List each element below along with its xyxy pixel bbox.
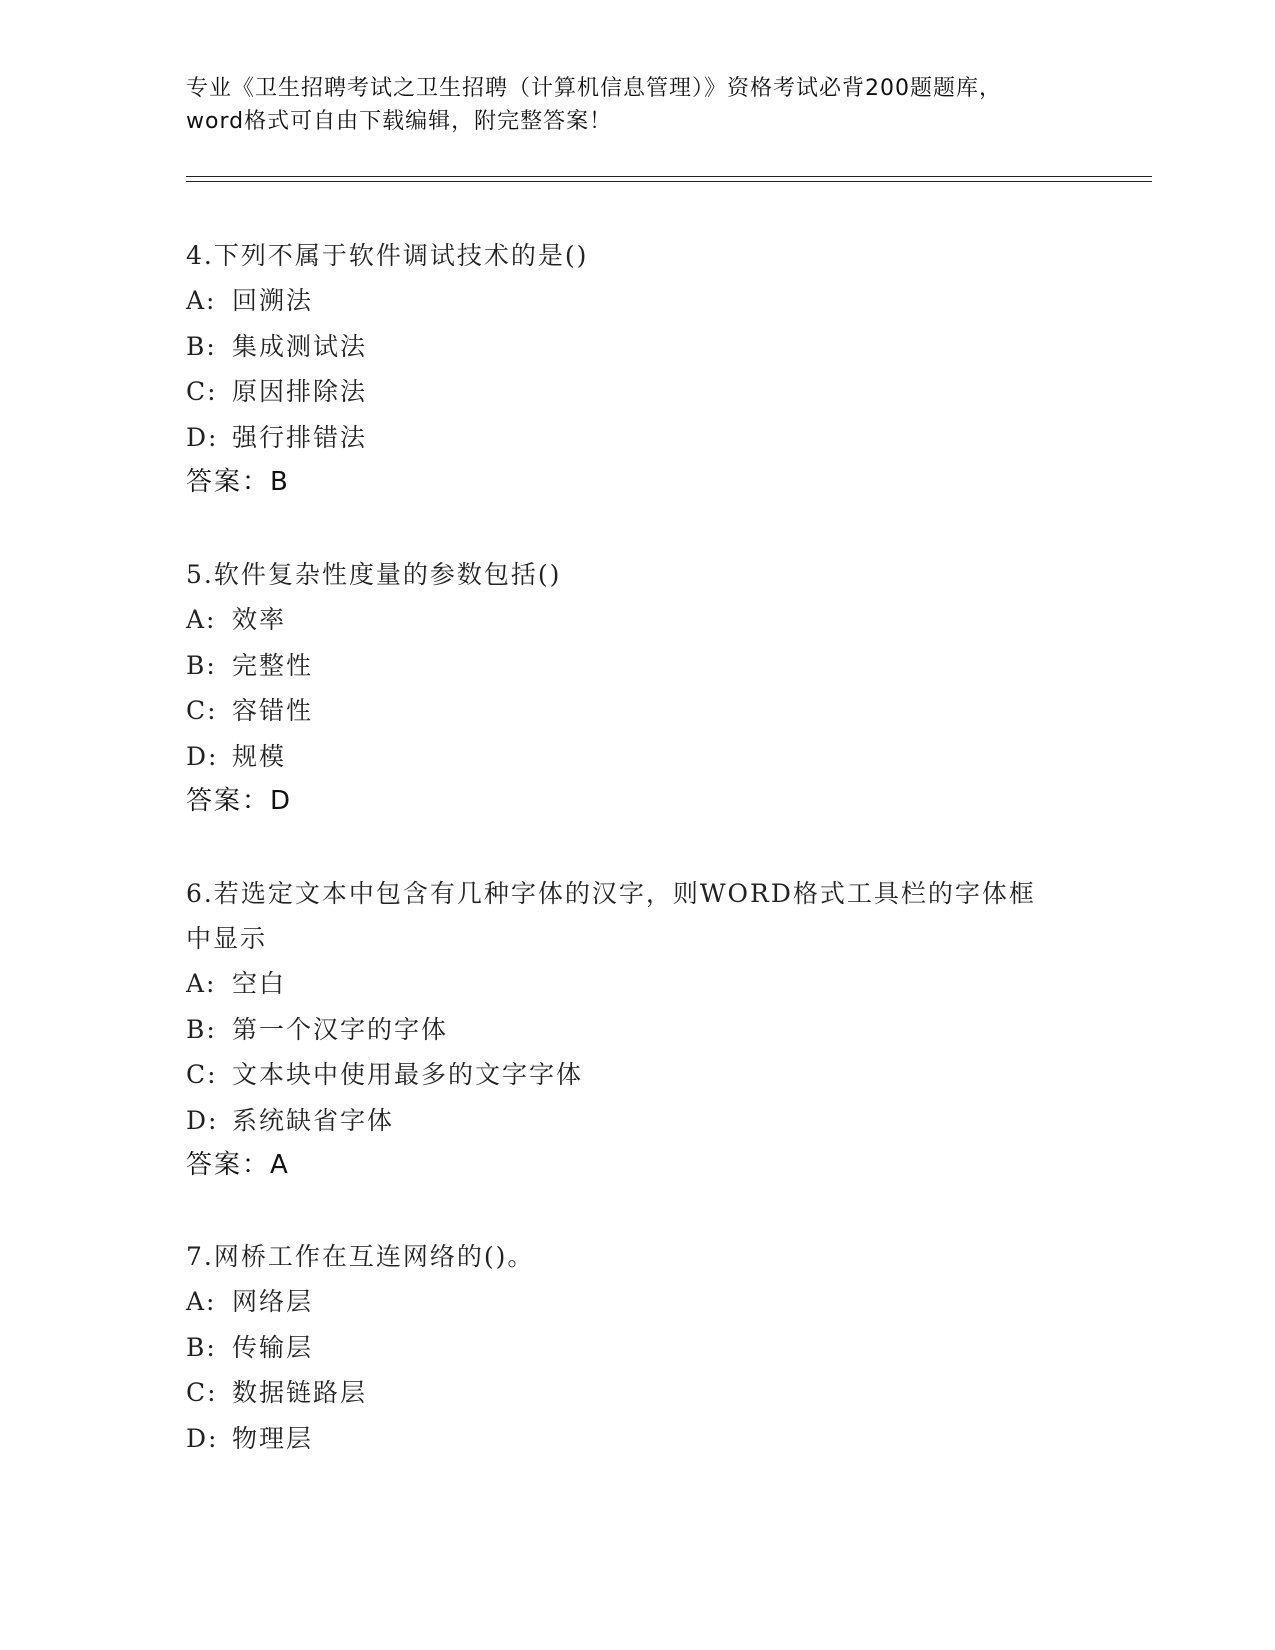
option-text: 系统缺省字体 bbox=[232, 1105, 395, 1135]
option-a bbox=[186, 597, 1086, 643]
option-text: 完整性 bbox=[232, 650, 314, 680]
option-text: 空白 bbox=[232, 969, 287, 998]
question-6 bbox=[186, 871, 1086, 1188]
question-4 bbox=[186, 233, 1086, 505]
question-text-line-2: 中显示 bbox=[186, 924, 268, 953]
option-text: 网络层 bbox=[232, 1287, 314, 1316]
option-d bbox=[186, 1098, 1086, 1144]
option-a bbox=[186, 961, 1086, 1007]
option-letter: C: bbox=[186, 377, 218, 406]
header-title-line-1: 专业《卫生招聘考试之卫生招聘（计算机信息管理）》资格考试必背200题题库， bbox=[186, 76, 1002, 101]
option-letter: A: bbox=[186, 605, 217, 634]
option-c bbox=[186, 1052, 1086, 1098]
header-divider-bottom bbox=[186, 181, 1152, 182]
option-a bbox=[186, 278, 1086, 324]
option-text: 物理层 bbox=[232, 1423, 314, 1453]
option-a bbox=[186, 1279, 1086, 1325]
option-text: 传输层 bbox=[232, 1332, 314, 1362]
option-b bbox=[186, 324, 1086, 370]
option-letter: A: bbox=[186, 286, 217, 315]
option-text: 集成测试法 bbox=[232, 331, 368, 361]
option-text: 数据链路层 bbox=[232, 1378, 368, 1407]
option-text: 回溯法 bbox=[232, 286, 314, 315]
option-b bbox=[186, 643, 1086, 689]
answer-line: 答案：A bbox=[186, 1150, 290, 1180]
option-d bbox=[186, 1416, 1086, 1462]
option-letter: A: bbox=[186, 1287, 217, 1316]
question-text-line-1: 6.若选定文本中包含有几种字体的汉字，则WORD格式工具栏的字体框 bbox=[186, 879, 1036, 908]
option-d bbox=[186, 734, 1086, 780]
option-text: 原因排除法 bbox=[232, 377, 368, 406]
option-text: 容错性 bbox=[232, 696, 314, 725]
option-c bbox=[186, 688, 1086, 734]
option-b bbox=[186, 1007, 1086, 1053]
option-letter: B: bbox=[186, 1332, 217, 1362]
option-text: 强行排错法 bbox=[232, 422, 368, 452]
option-text: 规模 bbox=[232, 741, 287, 771]
document-header bbox=[186, 72, 1086, 138]
option-c bbox=[186, 369, 1086, 415]
option-letter: D: bbox=[186, 741, 219, 771]
option-letter: D: bbox=[186, 1423, 219, 1453]
option-c bbox=[186, 1370, 1086, 1416]
question-text: 7.网桥工作在互连网络的()。 bbox=[186, 1242, 535, 1271]
option-b bbox=[186, 1325, 1086, 1371]
header-divider-top bbox=[186, 176, 1152, 177]
question-text: 4.下列不属于软件调试技术的是() bbox=[186, 241, 589, 270]
option-letter: C: bbox=[186, 1378, 218, 1407]
option-letter: D: bbox=[186, 422, 219, 452]
option-letter: C: bbox=[186, 696, 218, 725]
answer-line: 答案：B bbox=[186, 467, 290, 497]
question-7 bbox=[186, 1234, 1086, 1461]
question-text: 5.软件复杂性度量的参数包括() bbox=[186, 560, 562, 589]
option-text: 效率 bbox=[232, 605, 287, 634]
answer-line: 答案：D bbox=[186, 786, 293, 816]
option-letter: B: bbox=[186, 1014, 217, 1044]
header-title-line-2: word格式可自由下载编辑，附完整答案！ bbox=[186, 109, 613, 134]
option-text: 第一个汉字的字体 bbox=[232, 1014, 449, 1044]
option-letter: A: bbox=[186, 969, 217, 998]
option-letter: D: bbox=[186, 1105, 219, 1135]
option-d bbox=[186, 415, 1086, 461]
option-text: 文本块中使用最多的文字字体 bbox=[232, 1060, 584, 1089]
question-5 bbox=[186, 552, 1086, 824]
option-letter: B: bbox=[186, 650, 217, 680]
option-letter: B: bbox=[186, 331, 217, 361]
option-letter: C: bbox=[186, 1060, 218, 1089]
